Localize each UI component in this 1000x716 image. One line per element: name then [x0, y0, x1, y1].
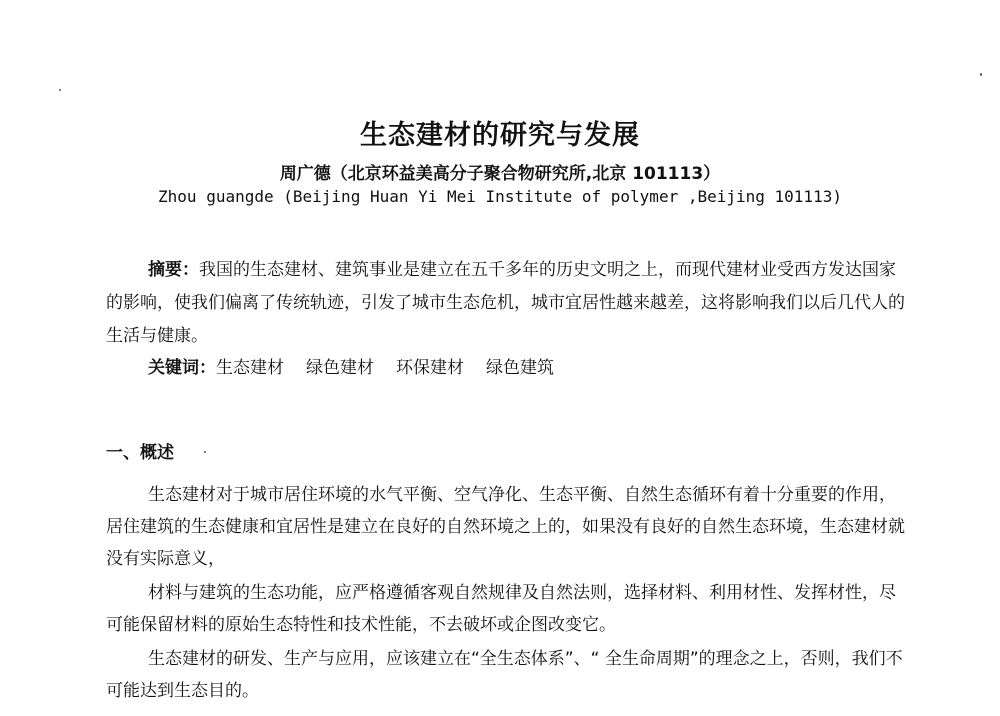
body-paragraph: 生态建材对于城市居住环境的水气平衡、空气净化、生态平衡、自然生态循环有着十分重要的作用，居住建筑的生态健康和宜居性是建立在良好的自然环境之上的，如果没有良好的自然生态环境，生态建材就没有实际意义，	[106, 485, 905, 569]
keyword: 环保建材	[396, 358, 464, 378]
author-affiliation-cn: 周广德（北京环益美高分子聚合物研究所,北京 101113）	[279, 164, 721, 184]
abstract-label: 摘要：	[148, 260, 199, 280]
keyword: 绿色建材	[306, 358, 374, 378]
abstract-text: 我国的生态建材、建筑事业是建立在五千多年的历史文明之上，而现代建材业受西方发达国家的影响，使我们偏离了传统轨迹，引发了城市生态危机，城市宜居性越来越差，这将影响我们以后几代人的生活与健康。	[106, 260, 905, 346]
scan-speck	[59, 89, 61, 91]
keyword: 生态建材	[216, 358, 284, 378]
paper-title: 生态建材的研究与发展	[360, 120, 640, 151]
body-paragraph: 材料与建筑的生态功能，应严格遵循客观自然规律及自然法则，选择材料、利用材性、发挥材性，尽可能保留材料的原始生态特性和技术性能，不去破坏或企图改变它。	[106, 583, 896, 635]
keyword: 绿色建筑	[486, 358, 554, 378]
author-affiliation-en: Zhou guangde (Beijing Huan Yi Mei Institute of polymer ,Beijing 101113)	[158, 187, 842, 206]
abstract	[106, 254, 906, 353]
body-paragraph: 生态建材的研发、生产与应用，应该建立在“全生态体系”、“ 全生命周期”的理念之上，否则，我们不可能达到生态目的。	[106, 649, 903, 701]
scan-speck	[980, 73, 982, 76]
scan-speck	[204, 451, 206, 453]
keywords-label: 关键词：	[148, 358, 216, 378]
section-heading: 一、概述	[106, 443, 174, 463]
keywords	[148, 354, 576, 382]
